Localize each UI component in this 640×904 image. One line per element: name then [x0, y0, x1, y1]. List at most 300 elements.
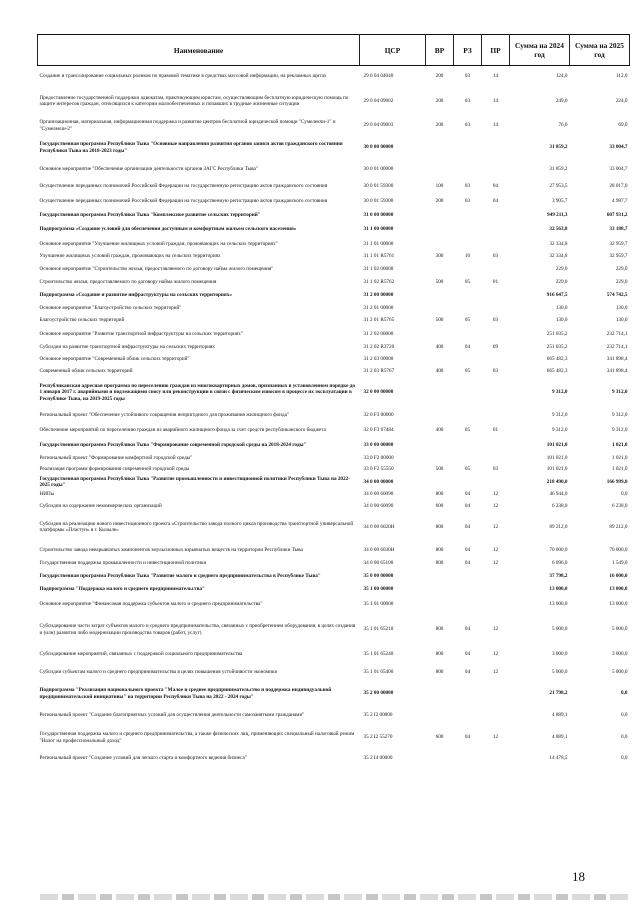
cell-rz [454, 475, 482, 490]
cell-rz: 03 [464, 72, 471, 79]
cell-sum-2025: 13 000,0 [609, 586, 628, 593]
cell-vr: 800 [435, 546, 444, 553]
table-row [38, 408, 630, 423]
cell-sum-2024: 130,0 [555, 317, 568, 324]
cell-vr: 800 [435, 560, 444, 567]
cell-pr [482, 327, 510, 342]
cell-sum-2024: 32 334,8 [549, 240, 568, 247]
cell-pr: 09 [492, 344, 499, 351]
cell-vr [426, 438, 454, 453]
cell-name: Региональный проект "Создание благоприятных условий для осуществления деятельности самозанятыми гражданами" [39, 711, 305, 718]
cell-rz: 04 [464, 344, 471, 351]
cell-name: Реализация программ формирования современной городской среды [39, 465, 190, 472]
cell-csr: 35 0 00 00000 [363, 572, 394, 579]
cell-sum-2025: 607 931,2 [606, 211, 628, 218]
cell-sum-2024: 9 312,0 [551, 389, 568, 396]
cell-rz [454, 682, 482, 706]
cell-sum-2024: 32 563,8 [549, 225, 568, 232]
cell-pr [482, 682, 510, 706]
cell-rz [454, 135, 482, 161]
cell-vr [426, 475, 454, 490]
cell-vr [426, 327, 454, 342]
cell-vr [426, 288, 454, 303]
cell-rz [454, 378, 482, 408]
cell-sum-2024: 31 859,2 [549, 144, 568, 151]
cell-pr [482, 475, 510, 490]
cell-vr: 500 [435, 317, 444, 324]
cell-sum-2025: 3 000,0 [611, 651, 628, 658]
cell-csr: 35 2 I4 00000 [363, 755, 393, 762]
cell-name: Благоустройство сельских территорий [39, 317, 125, 324]
cell-rz [454, 438, 482, 453]
cell-csr: 30 0 01 59300 [363, 182, 394, 189]
cell-sum-2024: 3 905,7 [551, 197, 568, 204]
cell-pr: 14 [492, 122, 499, 129]
cell-pr [482, 288, 510, 303]
table-row [38, 342, 630, 354]
cell-sum-2025: 33 004,7 [609, 166, 628, 173]
cell-vr: 200 [435, 122, 444, 129]
table-row [38, 664, 630, 682]
cell-name: Субсидии субъектам малого и среднего предпринимательства в целях повышения устойчивости экономики [39, 669, 278, 676]
cell-pr [482, 237, 510, 252]
cell-vr [426, 378, 454, 408]
cell-sum-2025: 130,0 [615, 317, 628, 324]
page-number: 18 [572, 869, 585, 884]
table-row [38, 751, 630, 767]
cell-sum-2024: 665 482,3 [546, 368, 568, 375]
cell-sum-2024: 46 944,0 [549, 491, 568, 498]
cell-pr: 12 [492, 560, 499, 567]
cell-vr [426, 135, 454, 161]
cell-pr [482, 453, 510, 464]
cell-csr: 33 0 F2 00000 [363, 454, 394, 461]
cell-rz: 04 [464, 651, 471, 658]
cell-csr: 34 0 00 65100 [363, 560, 394, 567]
cell-csr: 31 1 00 00000 [363, 225, 394, 232]
cell-sum-2024: 949 211,3 [547, 211, 568, 218]
cell-sum-2024: 251 035,2 [546, 344, 568, 351]
cell-sum-2025: 13 000,0 [609, 601, 628, 608]
cell-name: Региональный проект "Обеспечение устойчивого сокращения непригодного для проживания жилищного фонда" [39, 411, 290, 418]
cell-sum-2024: 14 478,5 [549, 755, 568, 762]
table-row [38, 66, 630, 86]
cell-csr: 33 0 00 00000 [363, 441, 394, 448]
table-row [38, 490, 630, 500]
cell-vr: 600 [435, 734, 444, 741]
table-row [38, 569, 630, 584]
cell-pr: 12 [492, 669, 499, 676]
cell-sum-2025: 9 312,0 [611, 411, 628, 418]
table-row [38, 423, 630, 438]
cell-pr: 12 [492, 626, 499, 633]
cell-rz: 04 [464, 669, 471, 676]
cell-name: Подпрограмма «Создание условий для обеспечения доступным и комфортным жильем сельского населения» [39, 225, 297, 232]
cell-sum-2024: 13 000,0 [549, 586, 568, 593]
cell-vr [426, 237, 454, 252]
cell-name: Осуществление переданных полномочий Российской Федерации на государственную регистрацию актов гражданского состояния [39, 182, 328, 189]
cell-name: Государственная программа Республики Тыва "Основные направления развития органов записи актов гражданского состояния Республики Тыва на 2018-2023 годы" [39, 141, 343, 154]
cell-sum-2025: 9 312,0 [611, 389, 628, 396]
cell-vr [426, 303, 454, 315]
cell-csr: 34 0 00 6030Н [363, 546, 395, 553]
cell-rz [454, 303, 482, 315]
cell-rz: 03 [464, 197, 471, 204]
cell-vr [426, 682, 454, 706]
cell-sum-2024: 3 000,0 [551, 651, 568, 658]
table-row [38, 646, 630, 664]
table-row [38, 500, 630, 513]
cell-pr [482, 706, 510, 725]
table-row [38, 117, 630, 135]
header-pr: ПР [482, 35, 510, 66]
cell-csr: 30 0 01 59300 [363, 197, 394, 204]
cell-name: Обеспечение мероприятий по переселению граждан из аварийного жилищного фонда за счет средств республиканского бюджета [39, 426, 326, 433]
cell-name: Государственная поддержка промышленности и инвестиционной политики [39, 560, 207, 567]
table-row [38, 378, 630, 408]
cell-sum-2025: 28 017,0 [609, 182, 628, 189]
cell-pr: 12 [492, 651, 499, 658]
cell-csr: 35 1 01 65210 [363, 626, 394, 633]
cell-vr: 400 [435, 344, 444, 351]
cell-sum-2025: 1 021,0 [611, 454, 628, 461]
cell-pr: 01 [492, 426, 499, 433]
table-row [38, 682, 630, 706]
cell-sum-2024: 5 000,0 [551, 669, 568, 676]
cell-sum-2025: 574 742,5 [606, 291, 628, 298]
cell-vr: 600 [435, 502, 444, 509]
cell-sum-2024: 249,0 [555, 97, 568, 104]
cell-rz [454, 408, 482, 423]
cell-csr: 31 2 02 R3720 [363, 344, 395, 351]
cell-sum-2024: 251 035,2 [546, 330, 568, 337]
table-row [38, 584, 630, 596]
header-csr: ЦСР [360, 35, 426, 66]
cell-name: Основное мероприятие "Улучшение жилищных условий граждан, проживающих на сельских территориях" [39, 240, 278, 247]
cell-csr: 31 2 00 00000 [363, 291, 394, 298]
header-name: Наименование [38, 35, 360, 66]
cell-name: Региональный проект "Создание условий для легкого старта и комфортного ведения бизнеса" [39, 755, 247, 762]
cell-vr: 400 [435, 426, 444, 433]
cell-rz [454, 751, 482, 767]
cell-sum-2024: 6 238,0 [551, 502, 568, 509]
cell-name: Строительство жилья, предоставляемого по договору найма жилого помещения [39, 278, 217, 285]
cell-name: Основное мероприятие "Современный облик сельских территорий" [39, 356, 190, 363]
cell-sum-2024: 229,0 [555, 278, 568, 285]
cell-csr: 29 0 04 04040 [363, 72, 394, 79]
cell-csr: 35 2 00 00000 [363, 690, 394, 697]
cell-pr [482, 354, 510, 366]
cell-sum-2025: 224,0 [615, 97, 628, 104]
cell-sum-2025: 16 000,0 [609, 572, 628, 579]
cell-sum-2025: 341 898,4 [606, 356, 628, 363]
scan-artifact-strip [40, 894, 630, 900]
cell-pr: 14 [492, 72, 499, 79]
cell-pr [482, 262, 510, 277]
cell-csr: 31 1 02 00000 [363, 265, 394, 272]
cell-pr: 03 [492, 368, 499, 375]
cell-vr: 800 [435, 626, 444, 633]
cell-csr: 35 2 I2 00000 [363, 711, 393, 718]
cell-csr: 35 2 I2 55270 [363, 734, 393, 741]
cell-sum-2025: 130,0 [615, 305, 628, 312]
cell-name: Государственная программа Республики Тыва "Формирование современной городской среды на 2018-2024 годы" [39, 441, 307, 448]
cell-rz: 04 [464, 502, 471, 509]
cell-csr: 35 1 01 00000 [363, 601, 394, 608]
cell-csr: 31 1 02 R5762 [363, 278, 395, 285]
cell-csr: 29 0 04 09003 [363, 122, 394, 129]
cell-sum-2024: 31 859,2 [549, 166, 568, 173]
cell-pr [482, 135, 510, 161]
cell-sum-2024: 32 334,8 [549, 253, 568, 260]
cell-csr: 32 0 F3 00000 [363, 411, 394, 418]
cell-pr [482, 438, 510, 453]
cell-sum-2025: 1 021,0 [611, 465, 628, 472]
cell-vr: 500 [435, 465, 444, 472]
cell-sum-2024: 101 021,0 [546, 441, 568, 448]
cell-name: Государственная программа Республики Тыва "Развитие промышленности и инвестиционной политики Республики Тыва на 2022-2025 годы" [39, 475, 350, 488]
budget-table-page [37, 34, 629, 767]
cell-vr [426, 751, 454, 767]
cell-rz: 05 [464, 317, 471, 324]
cell-csr: 31 2 03 R5767 [363, 368, 395, 375]
cell-sum-2025: 229,0 [615, 265, 628, 272]
table-row [38, 438, 630, 453]
table-row [38, 179, 630, 194]
cell-sum-2025: 232 714,1 [606, 344, 628, 351]
cell-name: Республиканская адресная программа по переселению граждан из многоквартирных домов, признанных в установленном порядке до 1 января 2017 г. аварийными и подлежащими сносу или реконструкции в связи с физическим износом в процессе их эксплуатации в Республике Тыва, на 2019-2025 годы [39, 383, 355, 402]
cell-pr: 03 [492, 465, 499, 472]
cell-csr: 32 0 00 00000 [363, 389, 394, 396]
cell-name: Субсидирование мероприятий, связанных с поддержкой социального предпринимательства [39, 651, 243, 658]
cell-csr: 34 0 00 60090 [363, 502, 394, 509]
cell-sum-2024: 916 647,5 [546, 291, 568, 298]
cell-name: Основное мероприятие "Обеспечение организации деятельности органов ЗАГС Республики Тыва" [39, 166, 258, 173]
cell-sum-2025: 166 999,0 [606, 478, 628, 485]
cell-sum-2025: 0,0 [621, 755, 628, 762]
cell-rz [454, 596, 482, 614]
cell-pr: 12 [492, 491, 499, 498]
cell-rz [454, 288, 482, 303]
cell-csr: 31 0 00 00000 [363, 211, 394, 218]
cell-sum-2025: 4 987,7 [611, 197, 628, 204]
budget-table [37, 34, 630, 767]
table-row [38, 194, 630, 209]
cell-csr: 35 1 01 65400 [363, 669, 394, 676]
cell-rz: 05 [464, 278, 471, 285]
cell-pr: 01 [492, 278, 499, 285]
cell-csr: 33 0 F2 55550 [363, 465, 394, 472]
cell-rz [454, 706, 482, 725]
cell-vr [426, 222, 454, 237]
cell-vr [426, 596, 454, 614]
cell-vr [426, 453, 454, 464]
cell-sum-2025: 0,0 [621, 491, 628, 498]
table-body [38, 66, 630, 767]
cell-sum-2024: 70 000,0 [549, 546, 568, 553]
table-row [38, 252, 630, 262]
cell-csr: 32 0 F3 67484 [363, 426, 394, 433]
cell-sum-2025: 69,0 [618, 122, 628, 129]
cell-sum-2024: 6 096,0 [551, 560, 568, 567]
cell-rz: 04 [464, 734, 471, 741]
cell-sum-2025: 1 549,0 [611, 560, 628, 567]
cell-pr [482, 408, 510, 423]
cell-sum-2025: 1 021,0 [611, 441, 628, 448]
cell-name: Осуществление переданных полномочий Российской Федерации на государственную регистрацию актов гражданского состояния [39, 197, 328, 204]
cell-rz: 04 [464, 491, 471, 498]
cell-name: Организационная, материальная, информационная поддержка и развитие центров бесплатной юридической помощи "Сумелекчи-1" и "Сумелекчи-2" [39, 119, 336, 132]
cell-rz [454, 237, 482, 252]
cell-sum-2025: 9 312,0 [611, 426, 628, 433]
cell-rz: 05 [464, 465, 471, 472]
cell-name: Государственная программа Республики Тыва "Развитие малого и среднего предпринимательства в Республике Тыва" [39, 572, 321, 579]
cell-vr [426, 262, 454, 277]
table-row [38, 542, 630, 559]
table-row [38, 614, 630, 646]
cell-name: Государственная программа Республики Тыва "Комплексное развитие сельских территорий" [39, 211, 261, 218]
cell-vr: 100 [435, 182, 444, 189]
cell-csr: 31 1 01 00000 [363, 240, 394, 247]
cell-pr: 03 [492, 253, 499, 260]
cell-rz [454, 584, 482, 596]
cell-csr: 31 2 01 R5765 [363, 317, 395, 324]
cell-rz [454, 161, 482, 179]
cell-pr: 03 [492, 317, 499, 324]
cell-vr: 800 [435, 491, 444, 498]
cell-name: Предоставление государственной поддержки адвокатам, практикующим юристам, осуществляющим бесплатную юридическую помощь по защите интересов граждан, относящихся к категории малообеспеченных и попавших в трудные жизненные ситуации [39, 94, 349, 107]
table-row [38, 135, 630, 161]
cell-rz: 04 [464, 560, 471, 567]
cell-csr: 35 1 01 65240 [363, 651, 394, 658]
cell-pr [482, 569, 510, 584]
cell-name: Субсидии на реализацию нового инвестиционного проекта «Строительство завода полного цикла производства транспортной универсальной платформы «Пластун» в г. Кызыле» [39, 520, 354, 533]
cell-sum-2024: 229,0 [555, 265, 568, 272]
header-sum-2024: Сумма на 2024 год [510, 35, 570, 66]
cell-sum-2025: 0,0 [621, 711, 628, 718]
cell-csr: 31 1 01 R5761 [363, 253, 395, 260]
table-row [38, 464, 630, 475]
cell-rz [454, 209, 482, 222]
cell-name: Основное мероприятие "Развитие транспортной инфраструктуры на сельских территориях" [39, 330, 243, 337]
cell-pr [482, 596, 510, 614]
cell-rz [454, 327, 482, 342]
cell-sum-2024: 21 798,2 [549, 690, 568, 697]
cell-sum-2025: 32 959,7 [609, 240, 628, 247]
cell-sum-2025: 6 238,0 [611, 502, 628, 509]
table-row [38, 513, 630, 542]
cell-pr: 12 [492, 502, 499, 509]
cell-sum-2025: 5 000,0 [611, 626, 628, 633]
cell-rz: 03 [464, 97, 471, 104]
cell-vr: 800 [435, 669, 444, 676]
cell-sum-2025: 89 212,0 [609, 523, 628, 530]
cell-pr [482, 584, 510, 596]
cell-name: Основное мероприятие "Финансовая поддержка субъектов малого и среднего предпринимательства" [39, 601, 263, 608]
table-row [38, 315, 630, 327]
cell-pr [482, 303, 510, 315]
cell-sum-2024: 130,0 [555, 305, 568, 312]
cell-csr: 30 0 00 00000 [363, 144, 394, 151]
header-rz: РЗ [454, 35, 482, 66]
table-row [38, 725, 630, 751]
cell-rz [454, 354, 482, 366]
cell-sum-2025: 0,0 [621, 690, 628, 697]
cell-rz [454, 262, 482, 277]
cell-sum-2024: 9 312,0 [551, 426, 568, 433]
cell-pr [482, 222, 510, 237]
cell-rz: 10 [464, 253, 471, 260]
cell-pr: 12 [492, 734, 499, 741]
table-row [38, 475, 630, 490]
cell-csr: 35 1 00 00000 [363, 586, 394, 593]
cell-name: Подпрограмма «Создание и развитие инфраструктуры на сельских территориях» [39, 291, 232, 298]
table-row [38, 453, 630, 464]
cell-sum-2024: 4 889,1 [551, 734, 568, 741]
cell-vr: 800 [435, 523, 444, 530]
cell-csr: 31 2 03 00000 [363, 356, 394, 363]
cell-name: Субсидии на развитие транспортной инфраструктуры на сельских территориях [39, 344, 216, 351]
cell-vr: 300 [435, 253, 444, 260]
cell-pr: 12 [492, 546, 499, 553]
cell-name: Подпрограмма "Поддержка малого и среднего предпринимательства" [39, 586, 205, 593]
cell-vr [426, 354, 454, 366]
table-header-row [38, 35, 630, 66]
table-row [38, 277, 630, 288]
table-row [38, 327, 630, 342]
cell-csr: 29 0 04 09002 [363, 97, 394, 104]
cell-csr: 34 0 00 60090 [363, 491, 394, 498]
cell-sum-2024: 37 798,2 [549, 572, 568, 579]
cell-sum-2025: 32 959,7 [609, 253, 628, 260]
cell-vr [426, 584, 454, 596]
table-row [38, 559, 630, 569]
cell-pr: 04 [492, 182, 499, 189]
table-row [38, 354, 630, 366]
cell-sum-2024: 665 482,3 [546, 356, 568, 363]
cell-name: Основное мероприятие "Благоустройство сельских территорий" [39, 305, 182, 312]
cell-sum-2024: 76,0 [558, 122, 568, 129]
cell-csr: 34 0 00 00000 [363, 478, 394, 485]
cell-csr: 30 0 01 00000 [363, 166, 394, 173]
cell-sum-2024: 13 000,0 [549, 601, 568, 608]
cell-pr: 04 [492, 197, 499, 204]
cell-name: Основное мероприятие "Строительство жилья, предоставляемого по договору найма жилого помещения" [39, 265, 274, 272]
cell-rz [454, 222, 482, 237]
cell-sum-2025: 229,0 [615, 278, 628, 285]
cell-pr [482, 751, 510, 767]
cell-name: Субсидирование части затрат субъектов малого и среднего предпринимательства, связанных с приобретением оборудования, в целях создания и (или) развития либо модернизации производства товаров (работ, услуг) [39, 623, 356, 636]
table-row [38, 222, 630, 237]
cell-rz: 03 [464, 182, 471, 189]
cell-vr: 800 [435, 651, 444, 658]
cell-sum-2024: 9 312,0 [551, 411, 568, 418]
table-row [38, 86, 630, 117]
table-row [38, 706, 630, 725]
cell-vr: 200 [435, 197, 444, 204]
cell-pr: 12 [492, 523, 499, 530]
cell-pr [482, 378, 510, 408]
cell-vr: 500 [435, 278, 444, 285]
cell-sum-2024: 4 889,1 [551, 711, 568, 718]
cell-rz: 04 [464, 626, 471, 633]
cell-vr: 400 [435, 368, 444, 375]
cell-name: Субсидии на содержание некоммерческих организаций [39, 502, 162, 509]
cell-sum-2024: 27 953,5 [549, 182, 568, 189]
cell-rz: 04 [464, 523, 471, 530]
cell-pr [482, 161, 510, 179]
cell-vr: 200 [435, 97, 444, 104]
